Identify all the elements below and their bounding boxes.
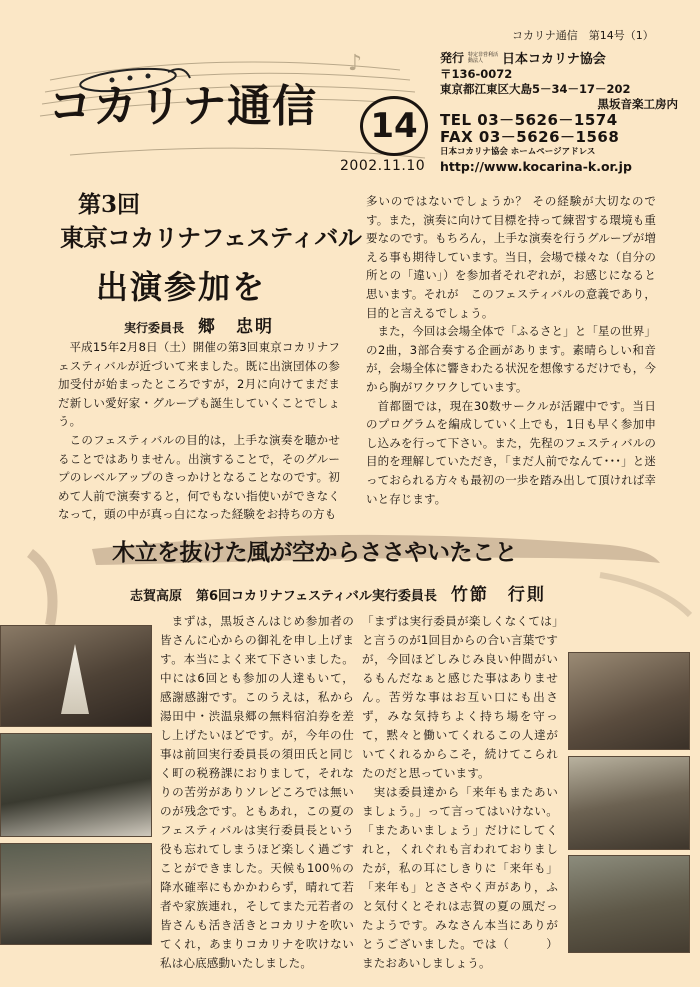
article2-left-column [160,612,354,973]
byline-name: 郷 忠明 [198,317,275,337]
address: 東京都江東区大島5－34－17－202 [440,82,631,96]
paragraph: まずは，黒坂さんはじめ参加者の皆さんに心からの御礼を申し上げます。本当によく来て下さいました。中には6回とも参加の人達もいて，感謝感謝です。このうえは，私から湯田中・渋温泉郷の無料宿泊券を差し上げたいほどです。が，今年の仕事は前回実行委員長の須田氏と同じく町の税務課におりまして，それなりの苦労がありソレどころでは無いのが残念です。ともあれ，この夏のフェスティバルは実行委員長という役も忘れてしまうほど楽しく過ごすことができました。天候も100％の降水確率にもかかわらず，晴れて若者や家族連れ，そしてまた元若者の皆さんも活き活きとコカリナを吹いてくれ，あまりコカリナを吹けない私は心底感動いたしました。 [160,614,354,970]
issue-date: 2002.11.10 [340,158,426,174]
article1-headline-1: 第3回 [78,191,141,218]
homepage-label: 日本コカリナ協会 ホームページアドレス [440,147,596,157]
photo-forest-group [0,843,152,945]
byline-place: 志賀高原 [130,589,183,604]
article2-right-column [362,612,558,973]
paragraph: 「まずは実行委員が楽しくなくては」と言うのが1回目からの合い言葉ですが，今回ほどしみじみ良い仲間がいるもんだなぁと感じた事はありません。苦労な事はお互い口にも出さず，みな気持ちよく持ち場を守って，黙々と働いてくれるこの人達がいてくれるからこそ，続けてこられたのだと思っています。 [362,614,558,780]
photo-stage [0,733,152,837]
byline-name: 竹節 行則 [450,585,546,605]
paragraph: 首都圏では，現在30数サークルが活躍中です。当日のプログラムを編成していく上でも，1日も早く参加申し込みを行って下さい。また，先程のフェスティバルの目的を理解していただき，「まだ人前でなんて･･･」と迷っておられる方々も最初の一歩を踏み出して頂ければ幸いと存じます。 [366,398,656,506]
paragraph: また，今回は会場全体で「ふるさと」と「星の世界」の2曲，3部合奏する企画があります。素晴らしい和音が，会場全体に響きわたる状況を想像するだけでも，今から胸がワクワクしています。 [366,324,656,394]
paragraph: このフェスティバルの目的は，上手な演奏を聴かせることではありません。出演することで，そのグループのレベルアップのきっかけとなることなのです。初めて人前で演奏すると，何でもない指使いができなくなって，頭の中が真っ白になった経験をお持ちの方も [58,432,340,522]
article2-byline [130,580,546,605]
byline-role: 第6回コカリナフェスティバル実行委員長 [196,589,437,604]
byline-role: 実行委員長 [124,321,185,335]
photo-bonfire [0,625,152,727]
photo-family [568,756,690,850]
postal-code: 〒136-0072 [440,67,513,81]
article1-byline [124,312,274,337]
issue-line: コカリナ通信 第14号（1） [512,29,654,42]
fax: FAX 03－5626－1568 [440,128,620,146]
newsletter-title: コカリナ通信 [48,81,318,132]
article1-left-column [58,338,340,524]
svg-text:♪: ♪ [348,51,363,76]
tel: TEL 03－5626－1574 [440,111,618,129]
article1-headline-2: 東京コカリナフェスティバル [60,224,362,252]
photo-crowd [568,855,690,953]
issue-number-badge: 14 [360,96,428,156]
publisher-label: 発行 [440,51,465,65]
paragraph: 実は委員達から「来年もまたあいましょう。」って言ってはいけない。「またあいましょう」だけにしてくれと，くれぐれも言われておりましたが，私の耳にしきりに「来年も」「来年も」とささやく声があり，ふと気付くとそれは志賀の夏の風だったようです。みなさん本当にありがとうございました。では（ ）またおあいしましょう。 [362,785,558,970]
building: 黒坂音楽工房内 [597,97,678,111]
article1-right-column [366,192,656,508]
org-type: 特定非営利活動法人 [468,51,499,64]
article1-headline-3: 出演参加を [96,268,267,306]
photo-speaker [568,652,690,750]
paragraph: 平成15年2月8日（土）開催の第3回東京コカリナフェスティバルが近づいて来ました。既に出演団体の参加受付が始まったところですが，2月に向けてまだまだ新しい愛好家・グループも誕生していくことでしょう。 [58,340,340,429]
paragraph: 多いのではないでしょうか？ その経験が大切なのです。また，演奏に向けて目標を持って練習する環境も重要なのです。もちろん，上手な演奏を行うグループが増える事も期待しています。当日，会場で様々な（自分の所との「違い」）を参加者それぞれが，お感じになると思います。それが このフェスティバルの意義であり，目的と言えるでしょう。 [366,194,656,320]
org-name: 日本コカリナ協会 [502,52,606,67]
article2-headline: 木立を抜けた風が空からささやいたこと [112,540,517,566]
homepage-url[interactable]: http://www.kocarina-k.or.jp [440,159,632,174]
publisher-block [440,48,690,174]
